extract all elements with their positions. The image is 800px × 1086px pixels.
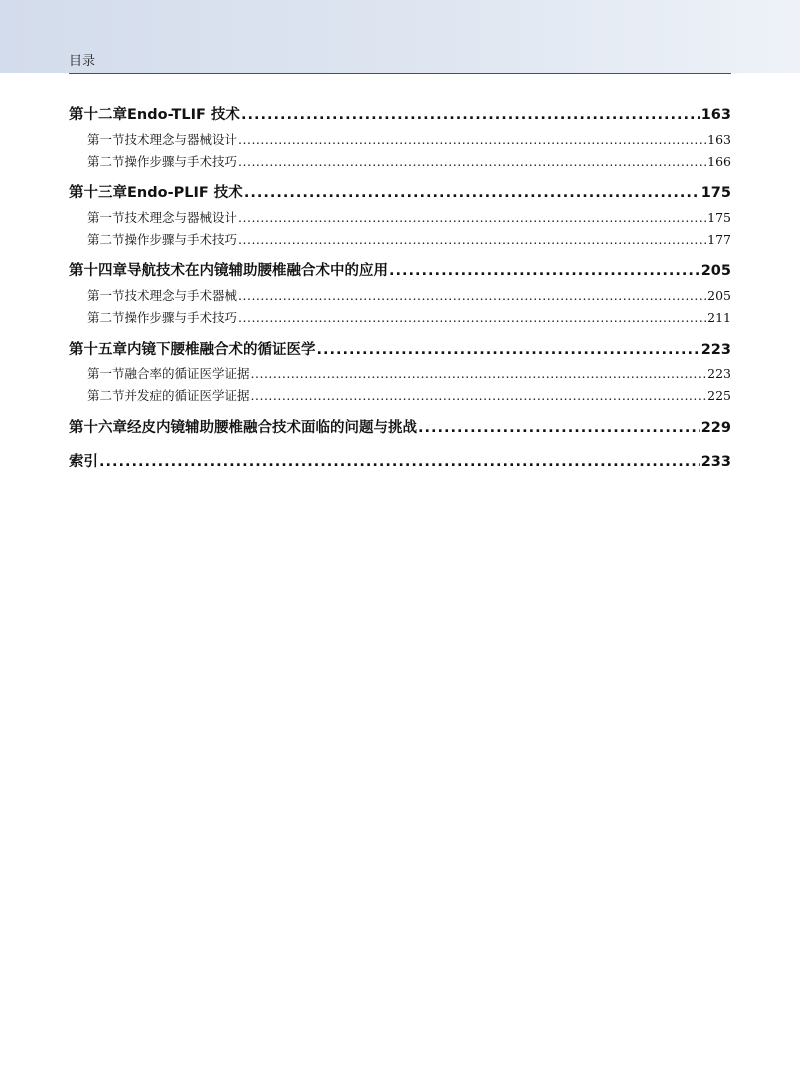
page-number: 163 <box>707 132 731 147</box>
section-title: 并发症的循证医学证据 <box>124 388 250 403</box>
section-number: 第二节 <box>87 310 125 325</box>
toc-chapter-14[interactable] <box>69 259 731 280</box>
chapter-title: Endo-TLIF 技术 <box>127 107 240 123</box>
chapter-title: 内镜下腰椎融合术的循证医学 <box>127 342 316 358</box>
chapter-number: 第十三章 <box>69 185 127 201</box>
chapter-title: Endo-PLIF 技术 <box>127 185 243 201</box>
dot-leader <box>317 342 700 357</box>
dot-leader <box>238 232 706 245</box>
page-number: 223 <box>700 342 731 358</box>
dot-leader <box>251 366 707 379</box>
section-title: 融合率的循证医学证据 <box>124 366 250 381</box>
page-number: 211 <box>707 310 731 325</box>
chapter-title: 经皮内镜辅助腰椎融合技术面临的问题与挑战 <box>127 420 417 436</box>
toc-section-15-2[interactable] <box>69 386 731 404</box>
toc-section-14-2[interactable] <box>69 308 731 326</box>
section-number: 第一节 <box>87 132 125 147</box>
toc-chapter-12[interactable] <box>69 103 731 124</box>
section-number: 第一节 <box>87 210 125 225</box>
section-number: 第一节 <box>87 366 125 381</box>
dot-leader <box>238 210 706 223</box>
toc-chapter-15[interactable] <box>69 338 731 359</box>
page-number: 223 <box>707 366 731 381</box>
section-title: 操作步骤与手术技巧 <box>124 154 238 169</box>
page-number: 163 <box>700 107 731 123</box>
toc-section-14-1[interactable] <box>69 286 731 304</box>
section-number: 第二节 <box>87 388 125 403</box>
page-header-title: 目录 <box>69 54 96 69</box>
page-number: 175 <box>707 210 731 225</box>
page-number: 229 <box>700 420 731 436</box>
chapter-title: 导航技术在内镜辅助腰椎融合术中的应用 <box>127 263 388 279</box>
dot-leader <box>238 310 706 323</box>
toc-chapter-13[interactable] <box>69 181 731 202</box>
toc-section-13-2[interactable] <box>69 230 731 248</box>
chapter-number: 第十五章 <box>69 342 127 358</box>
page-number: 177 <box>707 232 731 247</box>
dot-leader <box>389 263 700 278</box>
toc-index[interactable] <box>69 450 731 471</box>
section-number: 第一节 <box>87 288 125 303</box>
toc-section-12-1[interactable] <box>69 130 731 148</box>
section-title: 技术理念与器械设计 <box>124 210 238 225</box>
page-number: 205 <box>707 288 731 303</box>
header-divider <box>69 73 731 74</box>
toc-section-13-1[interactable] <box>69 208 731 226</box>
dot-leader <box>238 154 706 167</box>
chapter-number: 第十四章 <box>69 263 127 279</box>
page-number: 175 <box>700 185 731 201</box>
section-number: 第二节 <box>87 232 125 247</box>
toc-section-12-2[interactable] <box>69 152 731 170</box>
dot-leader <box>418 420 700 435</box>
index-title: 索引 <box>69 454 98 470</box>
page-number: 205 <box>700 263 731 279</box>
dot-leader <box>99 454 700 469</box>
dot-leader <box>244 185 700 200</box>
dot-leader <box>241 107 700 122</box>
section-title: 操作步骤与手术技巧 <box>124 310 238 325</box>
chapter-number: 第十六章 <box>69 420 127 436</box>
chapter-number: 第十二章 <box>69 107 127 123</box>
page-number: 166 <box>707 154 731 169</box>
section-title: 技术理念与手术器械 <box>124 288 238 303</box>
toc-section-15-1[interactable] <box>69 364 731 382</box>
header-band <box>0 0 800 73</box>
page-number: 233 <box>700 454 731 470</box>
section-title: 技术理念与器械设计 <box>124 132 238 147</box>
toc-chapter-16[interactable] <box>69 416 731 437</box>
section-title: 操作步骤与手术技巧 <box>124 232 238 247</box>
dot-leader <box>238 132 706 145</box>
section-number: 第二节 <box>87 154 125 169</box>
page-number: 225 <box>707 388 731 403</box>
dot-leader <box>251 388 707 401</box>
dot-leader <box>238 288 706 301</box>
